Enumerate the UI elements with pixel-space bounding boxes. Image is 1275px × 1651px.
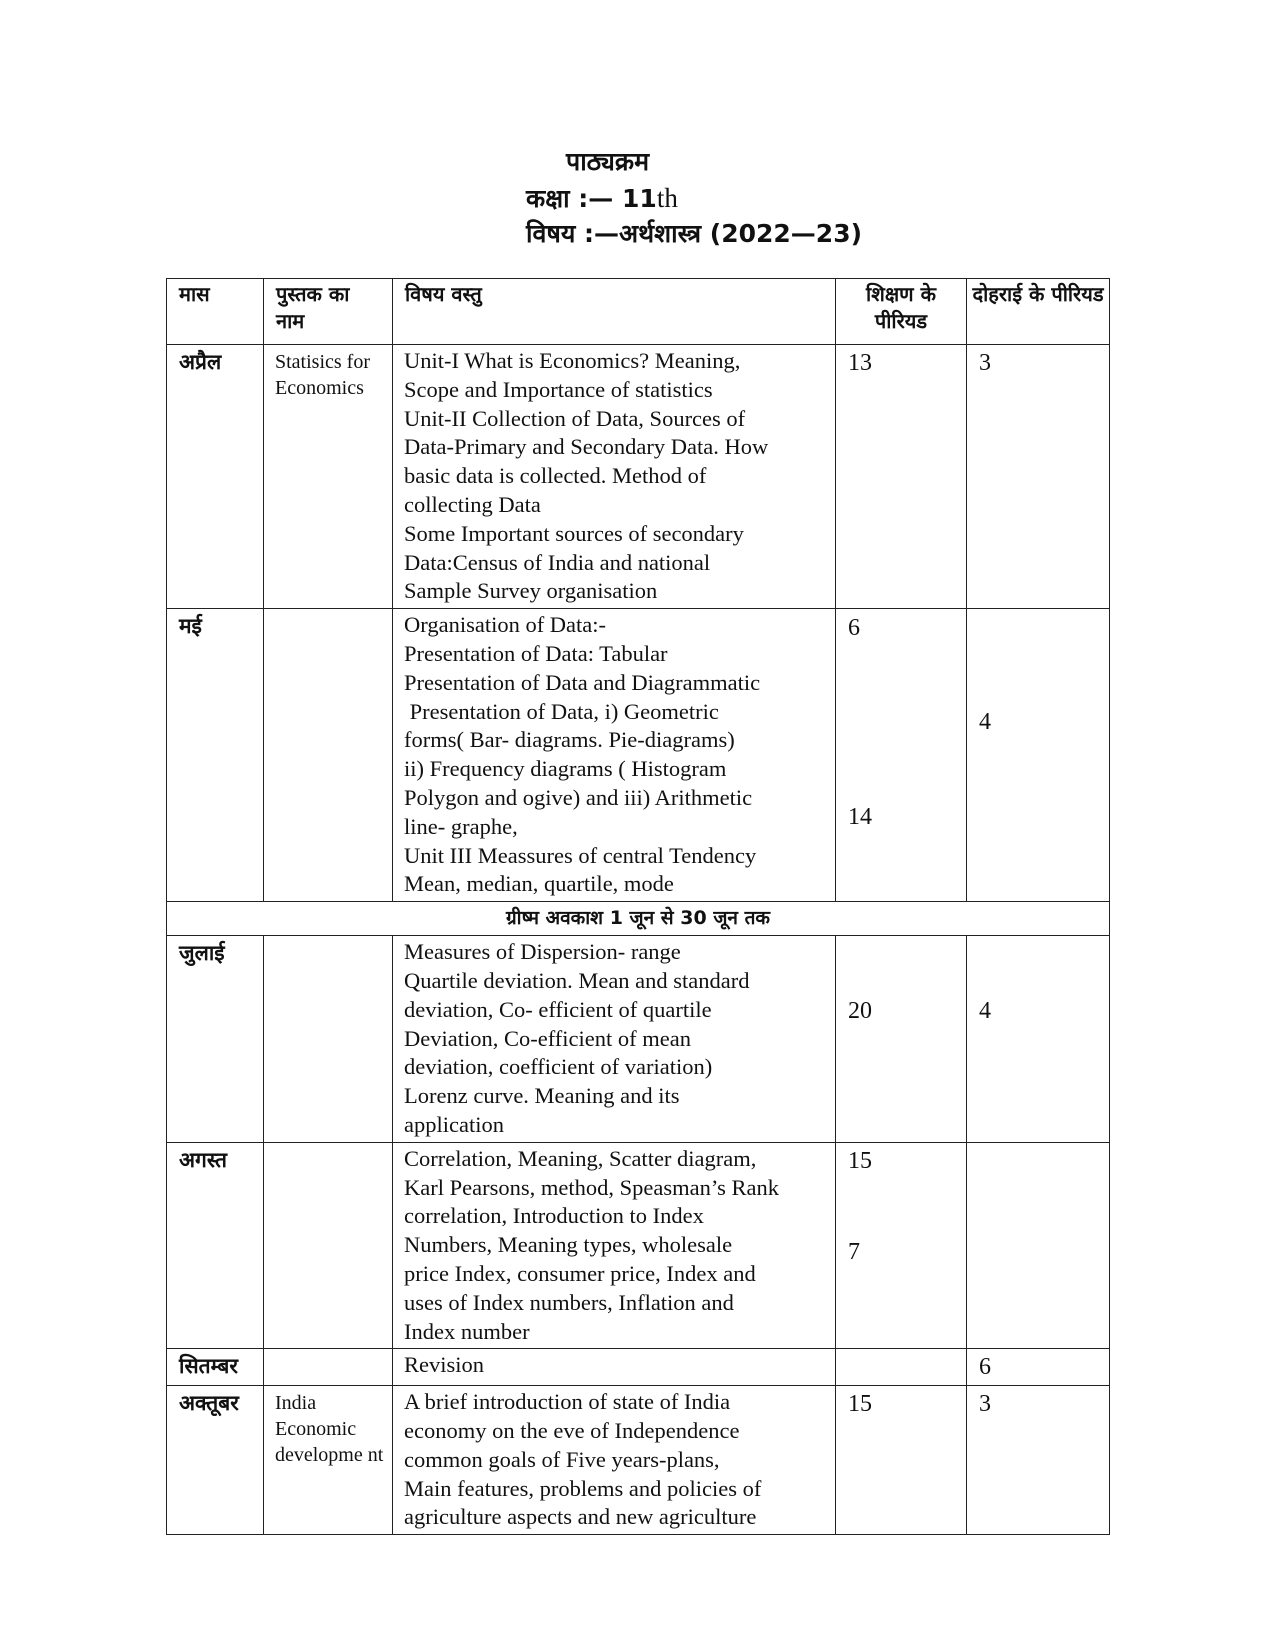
revision-periods-value: 4 — [979, 709, 991, 736]
subject-line: विषय :—अर्थशास्त्र (2022—23) — [526, 219, 863, 248]
month-cell: जुलाई — [167, 936, 264, 1143]
content-line: application — [404, 1111, 504, 1137]
teaching-periods-value: 15 — [848, 1147, 872, 1174]
teaching-periods-cell — [836, 936, 967, 1143]
content-line: basic data is collected. Method of — [404, 463, 707, 489]
content-line: uses of Index numbers, Inflation and — [404, 1289, 734, 1315]
month-cell: अगस्त — [167, 1142, 264, 1349]
content-line: deviation, coefficient of variation) — [404, 1054, 713, 1080]
class-number: 11 — [622, 184, 657, 213]
holiday-note: ग्रीष्म अवकाश 1 जून से 30 जून तक — [167, 902, 1110, 936]
content-cell — [393, 609, 836, 902]
content-line: Data-Primary and Secondary Data. How — [404, 434, 769, 460]
teaching-periods-value: 15 — [848, 1391, 872, 1418]
column-header-book: पुस्तक का नाम — [264, 279, 393, 345]
content-line: Presentation of Data: Tabular — [404, 640, 668, 666]
content-line: Revision — [404, 1352, 485, 1378]
syllabus-table — [166, 278, 1110, 1535]
revision-periods-cell: 3 — [967, 345, 1110, 609]
teaching-periods-value: 6 — [848, 615, 860, 642]
table-row — [167, 1142, 1110, 1349]
content-cell — [393, 1349, 836, 1386]
content-line: Polygon and ogive) and iii) Arithmetic — [404, 784, 753, 810]
teaching-periods-cell — [836, 609, 967, 902]
class-suffix: th — [656, 183, 678, 213]
column-header-teaching-periods: शिक्षण के पीरियड — [836, 279, 967, 345]
content-line: Unit III Meassures of central Tendency — [404, 842, 757, 868]
content-line: Lorenz curve. Meaning and its — [404, 1083, 680, 1109]
table-header-row — [167, 279, 1110, 345]
class-label: कक्षा :— — [526, 184, 623, 213]
content-line: Quartile deviation. Mean and standard — [404, 967, 750, 993]
content-line: common goals of Five years-plans, — [404, 1446, 720, 1472]
content-cell — [393, 1386, 836, 1535]
column-header-revision-periods: दोहराई के पीरियड — [967, 279, 1110, 345]
table-row — [167, 1386, 1110, 1535]
content-line: Correlation, Meaning, Scatter diagram, — [404, 1145, 757, 1171]
month-cell: मई — [167, 609, 264, 902]
content-line: Mean, median, quartile, mode — [404, 871, 674, 897]
content-line: Karl Pearsons, method, Speasman’s Rank — [404, 1174, 779, 1200]
content-line: A brief introduction of state of India — [404, 1389, 731, 1415]
content-cell — [393, 1142, 836, 1349]
content-line: correlation, Introduction to Index — [404, 1203, 704, 1229]
content-line: agriculture aspects and new agriculture — [404, 1504, 757, 1530]
revision-periods-cell — [967, 936, 1110, 1143]
book-cell — [264, 936, 393, 1143]
content-line: deviation, Co- efficient of quartile — [404, 996, 712, 1022]
month-cell: अक्तूबर — [167, 1386, 264, 1535]
teaching-periods-value: 20 — [848, 998, 872, 1025]
column-header-content: विषय वस्तु — [393, 279, 836, 345]
content-line: Numbers, Meaning types, wholesale — [404, 1232, 733, 1258]
revision-periods-cell — [967, 609, 1110, 902]
page-title: पाठ्यक्रम — [566, 147, 650, 176]
teaching-periods-cell — [836, 1142, 967, 1349]
teaching-periods-cell — [836, 1386, 967, 1535]
revision-periods-value: 4 — [979, 998, 991, 1025]
content-line: ii) Frequency diagrams ( Histogram — [404, 756, 727, 782]
revision-periods-cell — [967, 1142, 1110, 1349]
teaching-periods-value: 13 — [848, 350, 872, 376]
holiday-row — [167, 902, 1110, 936]
table-row — [167, 609, 1110, 902]
content-line: Data:Census of India and national — [404, 549, 711, 575]
content-line: line- graphe, — [404, 813, 518, 839]
table-row — [167, 1349, 1110, 1386]
content-line: Some Important sources of secondary — [404, 520, 744, 546]
content-line: Organisation of Data:- — [404, 612, 607, 638]
content-line: Scope and Importance of statistics — [404, 376, 713, 402]
table-row — [167, 936, 1110, 1143]
content-cell — [393, 345, 836, 609]
revision-periods-cell: 6 — [967, 1349, 1110, 1386]
revision-periods-cell: 3 — [967, 1386, 1110, 1535]
content-line: Index number — [404, 1318, 530, 1344]
teaching-periods-value: 7 — [848, 1238, 860, 1265]
content-line: Unit-II Collection of Data, Sources of — [404, 405, 746, 431]
teaching-periods-cell — [836, 1349, 967, 1386]
teaching-periods-value: 14 — [848, 804, 872, 831]
book-cell — [264, 1349, 393, 1386]
book-cell — [264, 1142, 393, 1349]
teaching-periods-cell — [836, 345, 967, 609]
content-line: Deviation, Co-efficient of mean — [404, 1025, 691, 1051]
month-cell: सितम्बर — [167, 1349, 264, 1386]
content-line: price Index, consumer price, Index and — [404, 1260, 756, 1286]
book-cell: India Economic developme nt — [264, 1386, 393, 1535]
content-line: Presentation of Data and Diagrammatic — [404, 669, 761, 695]
class-line — [526, 181, 678, 216]
book-cell: Statisics for Economics — [264, 345, 393, 609]
book-cell — [264, 609, 393, 902]
column-header-month: मास — [167, 279, 264, 345]
month-cell: अप्रैल — [167, 345, 264, 609]
content-line: Main features, problems and policies of — [404, 1475, 762, 1501]
content-cell — [393, 936, 836, 1143]
content-line: forms( Bar- diagrams. Pie-diagrams) — [404, 727, 735, 753]
content-line: economy on the eve of Independence — [404, 1418, 740, 1444]
content-line: Presentation of Data, i) Geometric — [404, 698, 719, 724]
content-line: Measures of Dispersion- range — [404, 939, 681, 965]
table-row — [167, 345, 1110, 609]
content-line: collecting Data — [404, 491, 541, 517]
content-line: Unit-I What is Economics? Meaning, — [404, 348, 741, 373]
content-line: Sample Survey organisation — [404, 578, 658, 604]
